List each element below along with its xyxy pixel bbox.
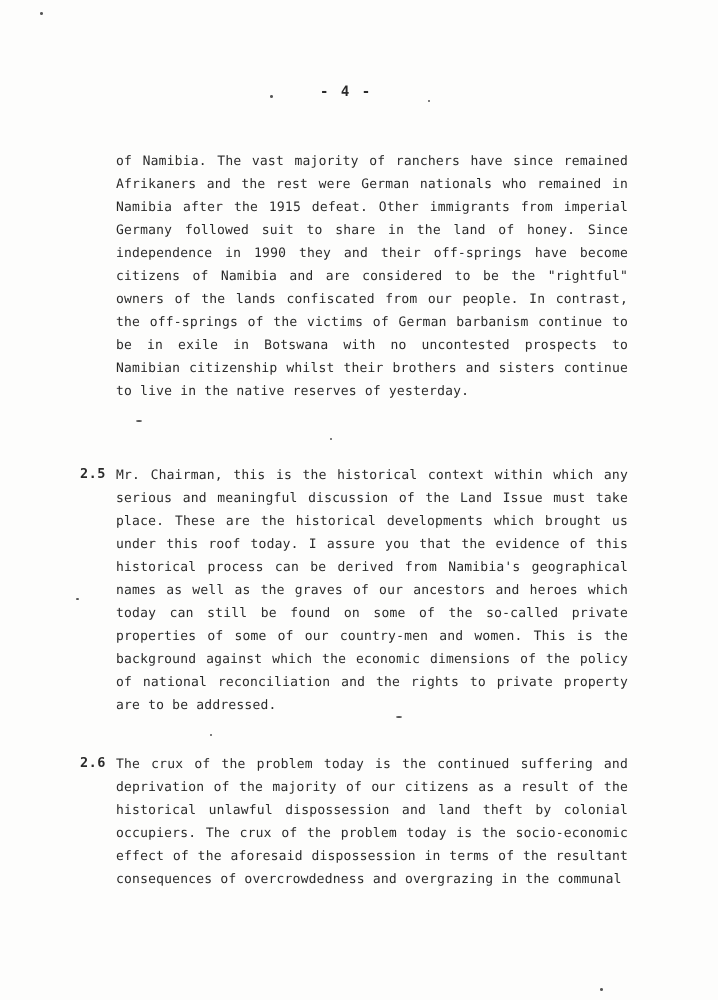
scan-speck bbox=[40, 12, 43, 15]
paragraph-continuation bbox=[116, 150, 628, 403]
scan-speck bbox=[600, 988, 603, 991]
paragraph-number-2-6: 2.6 bbox=[80, 755, 106, 771]
paragraph-text: Mr. Chairman, this is the historical context within which any serious and meaningful discussion of the Land Issue must take place. These are the historical developments which brought us under this roof today. I assure you that the evidence of this historical process can be derived from Namibia's geographical names as well as the graves of our ancestors and heroes which today can still be found on some of the so-called private properties of some of our country-men and women. This is the background against which the economic dimensions of the policy of national reconciliation and the rights to private property are to be addressed. bbox=[116, 468, 628, 713]
scan-speck bbox=[76, 598, 79, 600]
scan-speck bbox=[428, 100, 430, 102]
scan-speck bbox=[136, 420, 142, 422]
scan-speck bbox=[330, 438, 332, 440]
paragraph-number-2-5: 2.5 bbox=[80, 466, 106, 482]
scan-speck bbox=[210, 734, 212, 736]
paragraph-2-6 bbox=[116, 753, 628, 891]
paragraph-text: of Namibia. The vast majority of ranchers have since remained Afrikaners and the rest were German nationals who remained in Namibia after the 1915 defeat. Other immigrants from imperial Germany followed suit to share in the land of honey. Since independence in 1990 they and their off-springs have become citizens of Namibia and are considered to be the "rightful" owners of the lands confiscated from our people. In contrast, the off-springs of the victims of German barbanism continue to be in exile in Botswana with no uncontested prospects to Namibian citizenship whilst their brothers and sisters continue to live in the native reserves of yesterday. bbox=[116, 154, 628, 399]
scan-speck bbox=[396, 716, 402, 718]
page-number: - 4 - bbox=[320, 84, 373, 100]
paragraph-2-5 bbox=[116, 464, 628, 717]
paragraph-text: The crux of the problem today is the continued suffering and deprivation of the majority of our citizens as a result of the historical unlawful dispossession and land theft by colonial occupiers. The crux of the problem today is the socio-economic effect of the aforesaid dispossession in terms of the resultant consequences of overcrowdedness and overgrazing in the communal bbox=[116, 757, 628, 887]
scan-speck bbox=[270, 95, 273, 98]
